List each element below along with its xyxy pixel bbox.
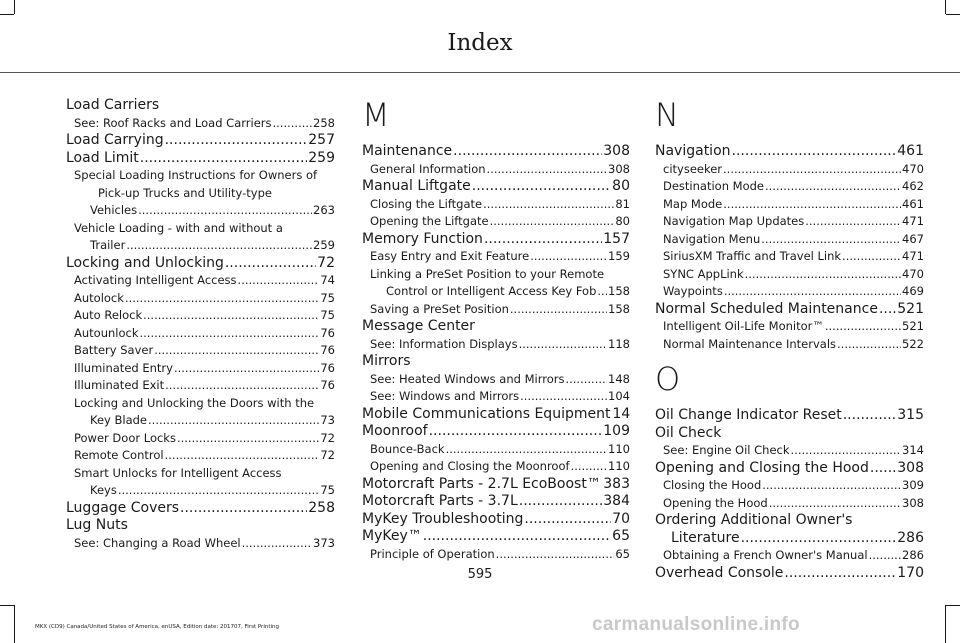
entry-page-number: 469: [902, 284, 924, 298]
index-subentry: [655, 442, 924, 460]
index-subentry: [655, 161, 924, 179]
entry-text: Obtaining a French Owner's Manual: [663, 548, 868, 562]
index-subentry: [66, 115, 335, 133]
entry-text: Navigation: [655, 143, 731, 159]
entry-text: Autounlock: [74, 325, 139, 340]
index-subentry: [362, 336, 630, 354]
index-subentry: [655, 477, 924, 495]
crop-mark-bottom-right-h: [946, 605, 960, 606]
entry-page-number: 104: [608, 389, 630, 403]
dot-leader: [225, 255, 316, 273]
entry-page-number: 74: [320, 273, 335, 287]
entry-text-line: Special Loading Instructions for Owners of: [74, 168, 318, 182]
entry-page-number: 259: [308, 149, 335, 166]
dot-leader: [565, 371, 607, 389]
section-letter: M: [362, 96, 390, 134]
entry-text: Intelligent Oil-Life Monitor™: [663, 319, 824, 333]
entry-last-line: [370, 283, 630, 301]
entry-text: Overhead Console: [655, 564, 784, 581]
crop-mark-top-left-h: [0, 14, 14, 15]
dot-leader: [869, 547, 901, 565]
dot-leader: [429, 423, 603, 441]
dot-leader: [724, 283, 901, 301]
index-subentry: [66, 465, 335, 500]
dot-leader: [510, 301, 607, 319]
index-entry: [362, 476, 630, 494]
entry-page-number: 81: [615, 196, 630, 211]
dot-leader: [520, 388, 607, 406]
index-entry: [362, 493, 630, 511]
entry-text: Maintenance: [362, 143, 453, 159]
dot-leader: [571, 458, 608, 476]
index-subentry: [362, 371, 630, 389]
entry-text: General Information: [370, 161, 486, 176]
entry-text: Remote Control: [74, 448, 164, 462]
dot-leader: [174, 360, 319, 378]
index-subentry: [362, 213, 630, 231]
dot-leader: [453, 143, 602, 161]
entry-page-number: 308: [608, 161, 630, 176]
entry-text: See: Information Displays: [370, 336, 518, 351]
entry-text: Normal Scheduled Maintenance: [655, 300, 878, 317]
index-subentry: [66, 272, 335, 290]
entry-page-number: 462: [902, 179, 924, 193]
entry-text: Normal Maintenance Intervals: [663, 336, 837, 351]
entry-text: Motorcraft Parts - 3.7L: [362, 493, 518, 509]
entry-last-line: [74, 202, 335, 220]
index-subentry: [655, 283, 924, 301]
index-heading: Message Center: [362, 318, 475, 334]
entry-text: Navigation Menu: [663, 231, 761, 246]
dot-leader: [519, 336, 607, 354]
index-subentry: [66, 360, 335, 378]
dot-leader: [165, 377, 319, 395]
entry-text: See: Roof Racks and Load Carriers: [74, 115, 272, 130]
index-subentry: [66, 167, 335, 220]
index-entry: [362, 231, 630, 249]
entry-text: cityseeker: [663, 161, 723, 176]
index-entry: [362, 423, 630, 441]
entry-page-number: 65: [612, 528, 630, 544]
entry-page-number: 521: [897, 300, 924, 317]
dot-leader: [483, 196, 614, 214]
entry-last-line: [74, 482, 335, 500]
entry-page-number: 65: [615, 546, 630, 561]
entry-text: Power Door Locks: [74, 430, 176, 445]
dot-leader: [530, 248, 607, 266]
page-number: 595: [467, 567, 493, 582]
dot-leader: [177, 430, 319, 448]
dot-leader: [125, 290, 319, 308]
crop-mark-bottom-left-h: [0, 605, 14, 606]
entry-page-number: 470: [902, 161, 924, 176]
entry-page-number: 148: [608, 371, 630, 386]
dot-leader: [238, 272, 320, 290]
entry-text: Opening and Closing the Hood: [655, 459, 869, 476]
dot-leader: [741, 530, 897, 548]
dot-leader: [723, 161, 901, 179]
index-subentry: [362, 266, 630, 301]
entry-page-number: 467: [902, 231, 924, 246]
entry-page-number: 72: [320, 448, 335, 462]
index-entry: [655, 460, 924, 478]
entry-text-line: Locking and Unlocking the Doors with the: [74, 395, 315, 410]
dot-leader: [154, 342, 319, 360]
entry-page-number: 75: [320, 290, 335, 305]
entry-text: Trailer: [90, 238, 126, 252]
crop-mark-top-left-v: [14, 0, 15, 14]
index-subentry: [362, 458, 630, 476]
dot-leader: [825, 318, 901, 336]
entry-page-number: 70: [612, 510, 630, 527]
entry-page-number: 384: [603, 493, 630, 509]
entry-page-number: 170: [897, 564, 924, 581]
entry-page-number: 76: [320, 343, 335, 357]
entry-page-number: 461: [897, 143, 924, 159]
entry-page-number: 110: [608, 459, 630, 473]
entry-text: Principle of Operation: [370, 546, 495, 561]
index-entry: [66, 132, 335, 150]
index-entry: [66, 500, 335, 518]
entry-page-number: 72: [317, 254, 335, 271]
index-subentry: [66, 290, 335, 308]
entry-text: Navigation Map Updates: [663, 214, 805, 228]
entry-text: Autolock: [74, 290, 124, 305]
entry-text: Map Mode: [663, 196, 723, 211]
entry-page-number: 80: [612, 178, 630, 194]
entry-text: Manual Liftgate: [362, 178, 471, 194]
dot-leader: [761, 231, 901, 249]
entry-page-number: 158: [608, 301, 630, 316]
index-subentry: [655, 318, 924, 336]
index-entry: [655, 143, 924, 161]
index-heading: Load Carriers: [66, 97, 160, 113]
index-subentry: [66, 220, 335, 255]
entry-text-line: Vehicle Loading - with and without a: [74, 220, 283, 235]
dot-leader: [118, 482, 320, 500]
index-subentry: [362, 301, 630, 319]
entry-text: Closing the Hood: [663, 478, 762, 492]
entry-page-number: 157: [603, 230, 630, 247]
entry-page-number: 383: [603, 475, 630, 492]
index-subentry: [66, 430, 335, 448]
entry-text: Illuminated Entry: [74, 360, 173, 375]
dot-leader: [597, 283, 607, 301]
index-subentry: [362, 546, 630, 564]
entry-last-line: [74, 412, 335, 430]
entry-text: Mobile Communications Equipment: [362, 405, 611, 422]
entry-page-number: 315: [897, 407, 924, 423]
entry-text: Opening the Hood: [663, 495, 768, 510]
entry-text: Control or Intelligent Access Key Fob: [386, 284, 597, 298]
dot-leader: [140, 150, 308, 168]
index-entry: [655, 512, 924, 547]
entry-text-line: Ordering Additional Owner's: [655, 512, 853, 528]
entry-page-number: 257: [308, 132, 335, 148]
entry-text: Moonroof: [362, 423, 428, 439]
index-subentry: [362, 441, 630, 459]
section-letter: N: [655, 96, 679, 134]
index-subentry: [655, 213, 924, 231]
index-entry: [655, 301, 924, 319]
index-subentry: [362, 161, 630, 179]
entry-text: Activating Intelligent Access: [74, 273, 237, 287]
entry-page-number: 308: [603, 143, 630, 159]
crop-mark-bottom-left-v: [14, 605, 15, 643]
entry-page-number: 258: [308, 499, 335, 516]
entry-page-number: 308: [897, 459, 924, 476]
entry-text: Motorcraft Parts - 2.7L EcoBoost™: [362, 475, 601, 492]
entry-page-number: 309: [902, 478, 924, 492]
entry-page-number: 373: [313, 535, 335, 550]
dot-leader: [791, 442, 902, 460]
dot-leader: [837, 336, 901, 354]
dot-leader: [446, 441, 607, 459]
watermark: carmanualsonline.info: [592, 614, 800, 635]
entry-page-number: 286: [897, 529, 924, 546]
index-column-2: [362, 97, 630, 563]
index-entry: [362, 406, 630, 424]
dot-leader: [879, 301, 896, 319]
index-subentry: [655, 196, 924, 214]
entry-text: Luggage Covers: [66, 499, 180, 516]
index-subentry: [66, 535, 335, 553]
index-subentry: [655, 178, 924, 196]
index-subentry: [362, 388, 630, 406]
entry-text: Opening and Closing the Moonroof: [370, 459, 570, 473]
index-entry: [362, 143, 630, 161]
entry-page-number: 263: [313, 203, 335, 217]
entry-text: Waypoints: [663, 284, 723, 298]
index-subentry: [655, 495, 924, 513]
entry-page-number: 75: [320, 483, 335, 497]
entry-page-number: 14: [612, 405, 631, 422]
footer-edition-text: MKX (CD9) Canada/United States of America, enUSA, Edition date: 201707, First Printing: [35, 624, 279, 630]
dot-leader: [769, 495, 901, 513]
spacer: [655, 353, 924, 361]
index-heading: Oil Check: [655, 424, 722, 441]
index-entry: [362, 528, 630, 546]
entry-page-number: 73: [320, 413, 335, 427]
entry-text: Saving a PreSet Position: [370, 301, 509, 316]
crop-mark-top-right-v: [945, 0, 946, 14]
entry-page-number: 76: [320, 360, 335, 375]
index-entry: [66, 255, 335, 273]
entry-text: Auto Relock: [74, 308, 143, 322]
dot-leader: [143, 307, 319, 325]
entry-text: SiriusXM Traffic and Travel Link: [663, 249, 842, 263]
dot-leader: [165, 132, 308, 150]
entry-page-number: 159: [608, 249, 630, 263]
index-subentry: [362, 248, 630, 266]
dot-leader: [519, 493, 603, 511]
crop-mark-bottom-right-v: [945, 605, 946, 643]
index-subentry: [655, 547, 924, 565]
index-subentry: [66, 342, 335, 360]
entry-text-line: Linking a PreSet Position to your Remote: [370, 266, 605, 281]
index-subentry: [655, 336, 924, 354]
index-entry: [655, 407, 924, 425]
index-column-1: [66, 97, 335, 552]
entry-page-number: 259: [313, 238, 335, 252]
index-subentry: [66, 395, 335, 430]
dot-leader: [180, 500, 307, 518]
index-subentry: [655, 231, 924, 249]
entry-text: Destination Mode: [663, 179, 764, 193]
dot-leader: [732, 143, 897, 161]
dot-leader: [762, 477, 901, 495]
index-entry: [66, 150, 335, 168]
dot-leader: [140, 325, 320, 343]
entry-page-number: 471: [902, 249, 924, 263]
entry-text: Bounce-Back: [370, 441, 445, 456]
dot-leader: [843, 407, 897, 425]
entry-text-line: Pick-up Trucks and Utility-type: [98, 185, 272, 200]
dot-leader: [490, 213, 615, 231]
entry-text: Vehicles: [90, 203, 138, 217]
entry-page-number: 75: [320, 308, 335, 322]
dot-leader: [870, 460, 896, 478]
entry-text: Load Limit: [66, 149, 139, 166]
crop-mark-top-right-h: [946, 14, 960, 15]
entry-page-number: 471: [902, 214, 924, 228]
entry-text: Literature: [671, 529, 740, 546]
index-subentry: [66, 325, 335, 343]
dot-leader: [484, 231, 602, 249]
dot-leader: [723, 196, 901, 214]
index-subentry: [66, 447, 335, 465]
entry-text: See: Engine Oil Check: [663, 443, 790, 457]
dot-leader: [148, 412, 319, 430]
dot-leader: [165, 447, 320, 465]
entry-page-number: 308: [902, 495, 924, 510]
entry-text: Closing the Liftgate: [370, 196, 483, 211]
entry-page-number: 522: [902, 336, 924, 351]
dot-leader: [805, 213, 901, 231]
dot-leader: [138, 202, 312, 220]
entry-page-number: 110: [608, 441, 630, 456]
page-title: Index: [447, 30, 513, 56]
entry-last-line: [655, 530, 924, 548]
dot-leader: [472, 178, 611, 196]
dot-leader: [842, 248, 901, 266]
dot-leader: [745, 266, 901, 284]
entry-last-line: [74, 237, 335, 255]
entry-page-number: 314: [902, 443, 924, 457]
entry-text: Keys: [90, 483, 117, 497]
entry-page-number: 109: [603, 423, 630, 439]
entry-text: Illuminated Exit: [74, 378, 165, 392]
index-heading: Mirrors: [362, 353, 411, 369]
dot-leader: [487, 161, 608, 179]
entry-text: Load Carrying: [66, 132, 164, 148]
entry-text: SYNC AppLink: [663, 266, 744, 281]
index-subentry: [362, 196, 630, 214]
entry-text: MyKey Troubleshooting: [362, 510, 524, 527]
entry-page-number: 258: [313, 115, 335, 130]
index-subentry: [655, 266, 924, 284]
entry-text: Key Blade: [90, 413, 148, 427]
section-letter: O: [655, 360, 681, 398]
entry-text: Locking and Unlocking: [66, 254, 224, 271]
dot-leader: [273, 115, 313, 133]
index-subentry: [655, 248, 924, 266]
index-heading: Lug Nuts: [66, 517, 128, 533]
entry-text: Battery Saver: [74, 343, 154, 357]
entry-text: MyKey™: [362, 528, 422, 544]
entry-text: Memory Function: [362, 230, 483, 247]
index-entry: [362, 178, 630, 196]
dot-leader: [524, 511, 611, 529]
dot-leader: [423, 528, 611, 546]
index-subentry: [66, 377, 335, 395]
entry-page-number: 470: [902, 266, 924, 281]
entry-text: See: Changing a Road Wheel: [74, 535, 241, 550]
entry-text: Oil Change Indicator Reset: [655, 407, 842, 423]
header-rule: [0, 72, 960, 73]
dot-leader: [765, 178, 901, 196]
entry-page-number: 521: [902, 319, 924, 333]
entry-page-number: 80: [615, 214, 630, 228]
index-subentry: [66, 307, 335, 325]
entry-page-number: 76: [320, 325, 335, 340]
entry-text: See: Windows and Mirrors: [370, 389, 520, 403]
entry-page-number: 72: [320, 430, 335, 445]
entry-page-number: 118: [608, 336, 630, 351]
entry-page-number: 286: [902, 548, 924, 562]
index-entry: [362, 511, 630, 529]
entry-text: Easy Entry and Exit Feature: [370, 249, 530, 263]
index-column-3: [655, 97, 924, 582]
entry-text: See: Heated Windows and Mirrors: [370, 371, 565, 386]
dot-leader: [496, 546, 615, 564]
dot-leader: [126, 237, 312, 255]
dot-leader: [242, 535, 312, 553]
entry-page-number: 461: [902, 196, 924, 211]
entry-page-number: 158: [608, 284, 630, 298]
entry-text-line: Smart Unlocks for Intelligent Access: [74, 465, 282, 480]
entry-page-number: 76: [320, 378, 335, 392]
entry-text: Opening the Liftgate: [370, 214, 489, 228]
